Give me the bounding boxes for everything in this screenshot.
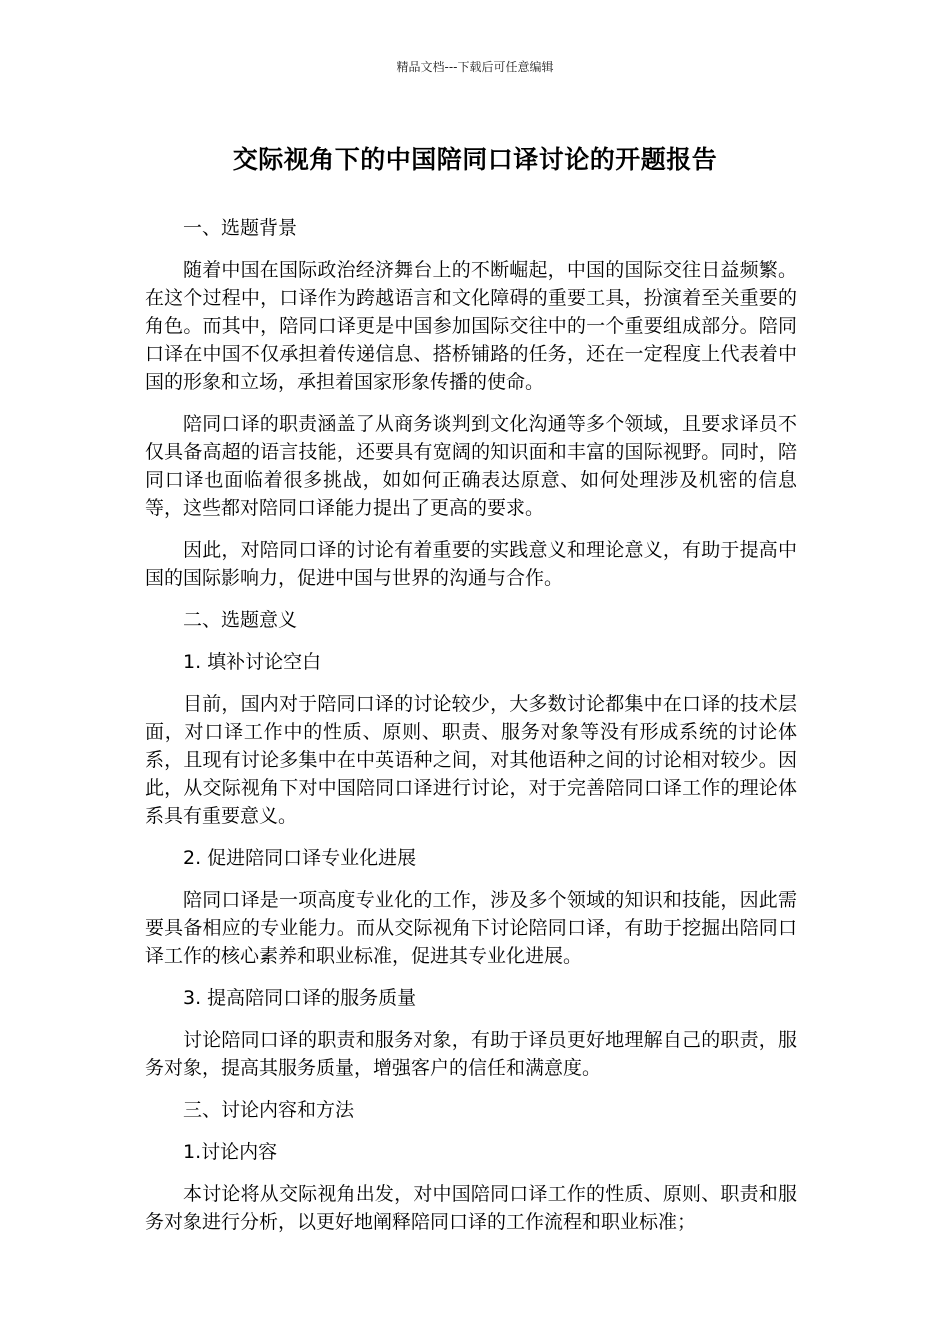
header-note: 精品文档---下载后可任意编辑: [396, 60, 554, 74]
paragraph: 目前，国内对于陪同口译的讨论较少，大多数讨论都集中在口译的技术层面，对口译工作中的性质、原则、职责、服务对象等没有形成系统的讨论体系，且现有讨论多集中在中英语种之间，对其他语种之间的讨论相对较少。因此，从交际视角下对中国陪同口译进行讨论，对于完善陪同口译工作的理论体系具有重要意义。: [145, 693, 797, 827]
subheading: 1.讨论内容: [183, 1141, 278, 1163]
document-title: 交际视角下的中国陪同口译讨论的开题报告: [232, 145, 718, 174]
paragraph: 随着中国在国际政治经济舞台上的不断崛起，中国的国际交往日益频繁。在这个过程中，口译作为跨越语言和文化障碍的重要工具，扮演着至关重要的角色。而其中，陪同口译更是中国参加国际交往中的一个重要组成部分。陪同口译在中国不仅承担着传递信息、搭桥铺路的任务，还在一定程度上代表着中国的形象和立场，承担着国家形象传播的使命。: [145, 259, 797, 393]
paragraph: 讨论陪同口译的职责和服务对象，有助于译员更好地理解自己的职责，服务对象，提高其服务质量，增强客户的信任和满意度。: [145, 1029, 797, 1079]
section-heading-background: 一、选题背景: [183, 217, 298, 239]
paragraph: 因此，对陪同口译的讨论有着重要的实践意义和理论意义，有助于提高中国的国际影响力，促进中国与世界的沟通与合作。: [145, 539, 797, 589]
paragraph: 陪同口译是一项高度专业化的工作，涉及多个领域的知识和技能，因此需要具备相应的专业能力。而从交际视角下讨论陪同口译，有助于挖掘出陪同口译工作的核心素养和职业标准，促进其专业化进展。: [145, 889, 797, 967]
section-heading-content-methods: 三、讨论内容和方法: [183, 1099, 355, 1121]
document-body: [145, 214, 797, 1250]
paragraph: 陪同口译的职责涵盖了从商务谈判到文化沟通等多个领域，且要求译员不仅具备高超的语言技能，还要具有宽阔的知识面和丰富的国际视野。同时，陪同口译也面临着很多挑战，如如何正确表达原意、如何处理涉及机密的信息等，这些都对陪同口译能力提出了更高的要求。: [145, 413, 797, 519]
section-heading-significance: 二、选题意义: [183, 609, 298, 631]
paragraph: 本讨论将从交际视角出发，对中国陪同口译工作的性质、原则、职责和服务对象进行分析，以更好地阐释陪同口译的工作流程和职业标准；: [145, 1183, 797, 1233]
subheading: 2. 促进陪同口译专业化进展: [183, 847, 417, 869]
subheading: 1. 填补讨论空白: [183, 651, 322, 673]
subheading: 3. 提高陪同口译的服务质量: [183, 987, 417, 1009]
